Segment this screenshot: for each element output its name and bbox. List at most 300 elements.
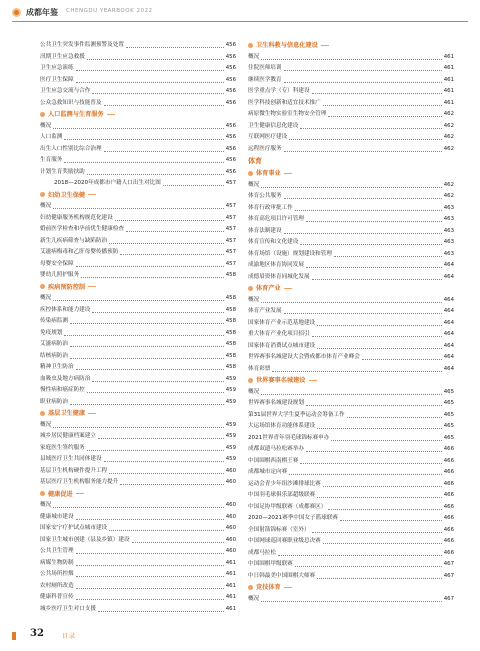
entry-page-number: 461 bbox=[443, 88, 454, 94]
toc-entry[interactable] bbox=[248, 306, 454, 318]
entry-title: 中国网球巡回赛职业级总决赛 bbox=[248, 538, 321, 544]
toc-entry[interactable] bbox=[248, 410, 454, 422]
toc-entry[interactable] bbox=[40, 443, 236, 455]
toc-entry[interactable] bbox=[248, 352, 454, 364]
toc-entry[interactable] bbox=[248, 467, 454, 479]
entry-title: 计划生育奖励扶助 bbox=[40, 168, 85, 175]
entry-page-number: 461 bbox=[225, 559, 236, 566]
toc-entry[interactable] bbox=[40, 259, 236, 271]
toc-entry[interactable] bbox=[248, 329, 454, 341]
toc-section-heading bbox=[248, 283, 454, 295]
toc-entry[interactable] bbox=[40, 40, 236, 52]
entry-title: 慢性病和癌症防控 bbox=[40, 387, 85, 393]
toc-entry[interactable] bbox=[248, 121, 454, 133]
entry-title: 体育场馆（设施）规划建设和管理 bbox=[248, 250, 332, 257]
toc-entry[interactable] bbox=[248, 456, 454, 468]
toc-entry[interactable] bbox=[40, 213, 236, 225]
toc-entry[interactable] bbox=[40, 397, 236, 409]
entry-title: 生育服务 bbox=[40, 157, 63, 163]
entry-page-number: 459 bbox=[225, 433, 236, 439]
entry-page-number: 461 bbox=[225, 605, 236, 612]
dot-leader bbox=[64, 328, 223, 336]
toc-entry[interactable] bbox=[40, 247, 236, 259]
dot-leader bbox=[76, 581, 224, 589]
toc-entry[interactable] bbox=[40, 454, 236, 466]
dot-leader bbox=[261, 295, 442, 303]
section-title: 基层卫生健康 bbox=[48, 410, 86, 417]
toc-entry[interactable] bbox=[248, 226, 454, 238]
toc-section-heading bbox=[40, 190, 236, 202]
dot-leader bbox=[53, 500, 224, 508]
toc-entry[interactable] bbox=[40, 52, 236, 64]
dot-leader bbox=[104, 144, 224, 152]
toc-entry[interactable] bbox=[40, 167, 236, 179]
entry-page-number: 461 bbox=[225, 582, 236, 589]
dot-leader bbox=[76, 592, 224, 600]
dot-leader bbox=[306, 214, 442, 222]
entry-title: 病媒生物防制 bbox=[40, 559, 74, 566]
entry-page-number: 456 bbox=[225, 65, 236, 71]
entry-title: 体育公共服务 bbox=[248, 193, 282, 199]
toc-entry[interactable] bbox=[40, 604, 236, 616]
toc-entry[interactable] bbox=[40, 328, 236, 340]
dot-leader bbox=[328, 109, 441, 117]
entry-page-number: 456 bbox=[225, 145, 236, 152]
entry-page-number: 461 bbox=[225, 571, 236, 577]
toc-entry[interactable] bbox=[40, 351, 236, 363]
entry-title: 概况 bbox=[40, 203, 52, 209]
entry-title: 体育彩票 bbox=[248, 365, 271, 372]
toc-entry[interactable] bbox=[40, 374, 236, 386]
entry-title: 国家卫生城市创建（县及乡镇）建设 bbox=[40, 536, 130, 543]
entry-page-number: 467 bbox=[443, 572, 454, 579]
entry-page-number: 462 bbox=[443, 111, 454, 117]
entry-title: 第31届世界大学生夏季运动会筹备工作 bbox=[248, 411, 345, 418]
entry-page-number: 459 bbox=[225, 444, 236, 451]
toc-entry[interactable] bbox=[40, 201, 236, 213]
dot-leader bbox=[53, 121, 224, 129]
entry-title: 职业病防治 bbox=[40, 398, 68, 405]
toc-entry[interactable] bbox=[248, 318, 454, 330]
entry-title: 家庭医生签约服务 bbox=[40, 444, 85, 451]
toc-entry[interactable] bbox=[248, 214, 454, 226]
entry-page-number: 462 bbox=[443, 193, 454, 199]
entry-page-number: 459 bbox=[225, 456, 236, 462]
entry-title: 国家体育消费试点城市建设 bbox=[248, 342, 316, 349]
entry-page-number: 459 bbox=[225, 375, 236, 382]
dot-leader bbox=[323, 536, 442, 544]
section-dash bbox=[107, 114, 115, 115]
entry-title: 体育法制建设 bbox=[248, 227, 282, 234]
toc-entry[interactable] bbox=[248, 444, 454, 456]
dot-leader bbox=[92, 86, 223, 94]
entry-title: 世界赛事名城建设大会暨成都市体育产业峰会 bbox=[248, 354, 360, 360]
section-dash bbox=[76, 493, 84, 494]
entry-page-number: 459 bbox=[225, 398, 236, 405]
dot-leader bbox=[81, 270, 224, 278]
entry-title: 体育高危项目许可管理 bbox=[248, 216, 304, 222]
toc-entry[interactable] bbox=[248, 98, 454, 110]
entry-title: 人口监测 bbox=[40, 134, 63, 140]
entry-page-number: 466 bbox=[443, 446, 454, 452]
entry-page-number: 460 bbox=[225, 479, 236, 485]
toc-entry[interactable] bbox=[248, 295, 454, 307]
entry-page-number: 464 bbox=[443, 262, 454, 268]
entry-title: 中国围棋西南棋王赛 bbox=[248, 457, 299, 464]
toc-entry[interactable] bbox=[248, 398, 454, 410]
dot-leader bbox=[98, 604, 224, 612]
entry-title: 新生儿疾病筛查与缺陷防治 bbox=[40, 237, 108, 244]
toc-section-heading bbox=[40, 408, 236, 420]
entry-title: 血吸虫及地方病防治 bbox=[40, 375, 91, 382]
entry-title: 卫生应急交流与合作 bbox=[40, 88, 91, 94]
entry-page-number: 460 bbox=[225, 536, 236, 543]
toc-entry[interactable] bbox=[248, 594, 454, 606]
page-number: 32 bbox=[30, 628, 44, 639]
toc-entry[interactable] bbox=[40, 305, 236, 317]
toc-entry[interactable] bbox=[40, 546, 236, 558]
toc-entry[interactable] bbox=[248, 536, 454, 548]
toc-section-heading bbox=[248, 582, 454, 594]
entry-title: 远程医疗服务 bbox=[248, 145, 282, 152]
section-bullet-icon bbox=[40, 411, 45, 416]
dot-leader bbox=[53, 420, 224, 428]
toc-entry[interactable] bbox=[248, 144, 454, 156]
section-bullet-icon bbox=[248, 286, 253, 291]
toc-entry[interactable] bbox=[40, 121, 236, 133]
entry-title: 中国羽毛球俱乐部超级联赛 bbox=[248, 492, 316, 498]
toc-entry[interactable] bbox=[40, 477, 236, 489]
entry-title: 成都双遗马拉松赛举办 bbox=[248, 446, 304, 452]
toc-entry[interactable] bbox=[40, 535, 236, 547]
entry-page-number: 458 bbox=[225, 329, 236, 336]
dot-leader bbox=[70, 397, 224, 405]
entry-page-number: 457 bbox=[225, 180, 236, 186]
entry-title: 婚前医学检查和孕前优生健康检查 bbox=[40, 226, 124, 232]
entry-title: 医疗卫生保障 bbox=[40, 76, 74, 83]
toc-entry[interactable] bbox=[40, 236, 236, 248]
toc-entry[interactable] bbox=[40, 581, 236, 593]
dot-leader bbox=[278, 548, 442, 556]
section-title: 体育产业 bbox=[256, 285, 281, 292]
toc-entry[interactable] bbox=[40, 293, 236, 305]
entry-title: 疾控体系和能力建设 bbox=[40, 306, 91, 313]
entry-title: 重大体育产业化项目招引 bbox=[248, 331, 310, 337]
entry-page-number: 462 bbox=[443, 122, 454, 129]
entry-page-number: 465 bbox=[443, 411, 454, 418]
toc-entry[interactable] bbox=[248, 132, 454, 144]
dot-leader bbox=[289, 132, 442, 140]
entry-page-number: 460 bbox=[225, 513, 236, 520]
entry-title: 成都马拉松 bbox=[248, 549, 276, 556]
dot-leader bbox=[312, 86, 442, 94]
entry-title: 概况 bbox=[248, 53, 260, 60]
entry-title: 婴幼儿照护服务 bbox=[40, 272, 80, 278]
section-dash bbox=[88, 194, 96, 195]
entry-page-number: 464 bbox=[443, 319, 454, 326]
toc-entry[interactable] bbox=[40, 98, 236, 110]
section-dash bbox=[88, 286, 96, 287]
entry-page-number: 456 bbox=[225, 122, 236, 129]
entry-title: 国家体育产业示范基地建设 bbox=[248, 319, 316, 326]
entry-page-number: 464 bbox=[443, 296, 454, 303]
toc-entry[interactable] bbox=[40, 224, 236, 236]
toc-entry[interactable] bbox=[40, 270, 236, 282]
dot-leader bbox=[64, 155, 223, 163]
toc-entry[interactable] bbox=[248, 525, 454, 537]
logo-icon bbox=[12, 8, 21, 17]
entry-title: 城乡居民健康档案建立 bbox=[40, 433, 96, 439]
toc-entry[interactable] bbox=[40, 592, 236, 604]
dot-leader bbox=[340, 513, 442, 521]
toc-entry[interactable] bbox=[40, 178, 236, 190]
entry-title: 卫生应急演练 bbox=[40, 65, 74, 71]
dot-leader bbox=[126, 224, 224, 232]
toc-entry[interactable] bbox=[248, 272, 454, 284]
dot-leader bbox=[163, 178, 224, 186]
toc-entry[interactable] bbox=[40, 466, 236, 478]
dot-leader bbox=[87, 443, 224, 451]
toc-section-heading bbox=[40, 489, 236, 501]
entry-page-number: 459 bbox=[225, 387, 236, 393]
toc-entry[interactable] bbox=[248, 260, 454, 272]
section-bullet-icon bbox=[248, 171, 253, 176]
toc-entry[interactable] bbox=[248, 63, 454, 75]
entry-page-number: 465 bbox=[443, 400, 454, 406]
entry-page-number: 457 bbox=[225, 237, 236, 244]
entry-page-number: 458 bbox=[225, 272, 236, 278]
entry-title: 公众急救知识与技能普及 bbox=[40, 99, 102, 106]
dot-leader bbox=[312, 525, 442, 533]
header-divider bbox=[12, 21, 468, 22]
entry-page-number: 456 bbox=[225, 157, 236, 163]
entry-page-number: 458 bbox=[225, 318, 236, 324]
entry-title: 中国围棋甲级联赛 bbox=[248, 561, 293, 567]
entry-page-number: 462 bbox=[443, 181, 454, 188]
toc-entry[interactable] bbox=[248, 341, 454, 353]
toc-entry[interactable] bbox=[40, 569, 236, 581]
dot-leader bbox=[306, 444, 442, 452]
dot-leader bbox=[300, 237, 441, 245]
entry-page-number: 464 bbox=[443, 308, 454, 314]
toc-entry[interactable] bbox=[40, 155, 236, 167]
toc-entry[interactable] bbox=[248, 249, 454, 261]
section-dash bbox=[309, 380, 317, 381]
entry-title: 公共卫生突发事件监测预警及处置 bbox=[40, 42, 124, 48]
dot-leader bbox=[104, 98, 224, 106]
dot-leader bbox=[331, 433, 441, 441]
entry-page-number: 458 bbox=[225, 341, 236, 347]
entry-title: 体育行政审批工作 bbox=[248, 204, 293, 211]
section-dash bbox=[284, 288, 292, 289]
entry-page-number: 467 bbox=[443, 561, 454, 567]
toc-entry[interactable] bbox=[40, 63, 236, 75]
entry-page-number: 463 bbox=[443, 216, 454, 222]
entry-title: 基层卫生机构硬件提升工程 bbox=[40, 467, 108, 474]
toc-entry[interactable] bbox=[248, 52, 454, 64]
entry-page-number: 457 bbox=[225, 203, 236, 209]
dot-leader bbox=[284, 306, 442, 314]
toc-entry[interactable] bbox=[40, 144, 236, 156]
dot-leader bbox=[306, 398, 442, 406]
dot-leader bbox=[76, 259, 224, 267]
entry-page-number: 466 bbox=[443, 526, 454, 533]
entry-title: 汛期卫生应急救援 bbox=[40, 53, 85, 60]
entry-title: 母婴安全保障 bbox=[40, 260, 74, 267]
entry-page-number: 456 bbox=[225, 134, 236, 140]
entry-page-number: 457 bbox=[225, 249, 236, 255]
entry-title: 2020—2021赛季中国女子篮球联赛 bbox=[248, 515, 339, 521]
section-bullet-icon bbox=[40, 491, 45, 496]
entry-title: 公共场所控烟 bbox=[40, 571, 74, 577]
toc-entry[interactable] bbox=[40, 523, 236, 535]
entry-page-number: 463 bbox=[443, 204, 454, 211]
toc-section-heading bbox=[40, 109, 236, 121]
toc-entry[interactable] bbox=[40, 339, 236, 351]
entry-page-number: 456 bbox=[225, 76, 236, 83]
entry-page-number: 456 bbox=[225, 53, 236, 60]
entry-page-number: 457 bbox=[225, 226, 236, 232]
entry-title: 健康科普宣传 bbox=[40, 594, 74, 600]
toc-left-column bbox=[40, 40, 236, 615]
toc-entry[interactable] bbox=[248, 548, 454, 560]
toc-entry[interactable] bbox=[40, 316, 236, 328]
toc-entry[interactable] bbox=[40, 420, 236, 432]
dot-leader bbox=[295, 203, 442, 211]
dot-leader bbox=[76, 362, 224, 370]
section-dash bbox=[284, 587, 292, 588]
toc-entry[interactable] bbox=[40, 385, 236, 397]
toc-entry[interactable] bbox=[248, 421, 454, 433]
entry-page-number: 464 bbox=[443, 331, 454, 337]
section-bullet-icon bbox=[40, 192, 45, 197]
entry-title: 运动会青少年组沙滩排球比赛 bbox=[248, 480, 321, 487]
entry-page-number: 460 bbox=[225, 502, 236, 508]
toc-entry[interactable] bbox=[40, 500, 236, 512]
toc-entry[interactable] bbox=[248, 479, 454, 491]
entry-page-number: 465 bbox=[443, 434, 454, 441]
toc-entry[interactable] bbox=[40, 362, 236, 374]
section-bullet-icon bbox=[40, 284, 45, 289]
entry-title: 成都城市定向赛 bbox=[248, 469, 288, 475]
entry-page-number: 457 bbox=[225, 214, 236, 221]
dot-leader bbox=[120, 247, 223, 255]
dot-leader bbox=[104, 454, 224, 462]
dot-leader bbox=[87, 52, 224, 60]
dot-leader bbox=[70, 351, 224, 359]
entry-title: 免疫规划 bbox=[40, 329, 63, 336]
dot-leader bbox=[317, 318, 442, 326]
dot-leader bbox=[261, 52, 442, 60]
toc-entry[interactable] bbox=[248, 490, 454, 502]
entry-title: 全国射箭锦标赛（室外） bbox=[248, 526, 310, 533]
dot-leader bbox=[109, 236, 224, 244]
entry-page-number: 456 bbox=[225, 42, 236, 48]
toc-entry[interactable] bbox=[248, 237, 454, 249]
entry-title: 传染病监测 bbox=[40, 318, 68, 324]
entry-title: 概况 bbox=[248, 296, 260, 303]
toc-entry[interactable] bbox=[248, 191, 454, 203]
toc-entry[interactable] bbox=[40, 132, 236, 144]
entry-title: 住院医师培训 bbox=[248, 65, 282, 71]
dot-leader bbox=[284, 75, 442, 83]
entry-title: 公共卫生管理 bbox=[40, 548, 74, 554]
toc-entry[interactable] bbox=[248, 502, 454, 514]
entry-page-number: 466 bbox=[443, 515, 454, 521]
toc-entry[interactable] bbox=[40, 512, 236, 524]
toc-entry[interactable] bbox=[248, 387, 454, 399]
toc-entry[interactable] bbox=[248, 513, 454, 525]
toc-entry[interactable] bbox=[248, 433, 454, 445]
entry-title: 2018—2020年成都市户籍人口出生对比图 bbox=[54, 180, 161, 186]
entry-title: 大运场馆体育功能体系建设 bbox=[248, 423, 316, 429]
entry-page-number: 460 bbox=[225, 525, 236, 531]
toc-entry[interactable] bbox=[40, 431, 236, 443]
toc-entry[interactable] bbox=[40, 558, 236, 570]
dot-leader bbox=[115, 213, 224, 221]
dot-leader bbox=[362, 352, 442, 360]
dot-leader bbox=[334, 249, 442, 257]
toc-entry[interactable] bbox=[248, 109, 454, 121]
toc-entry[interactable] bbox=[248, 86, 454, 98]
entry-page-number: 461 bbox=[443, 99, 454, 106]
entry-title: 成渝地区体育协同发展 bbox=[248, 262, 304, 268]
dot-leader bbox=[284, 226, 442, 234]
toc-section-heading bbox=[40, 282, 236, 294]
entry-page-number: 458 bbox=[225, 306, 236, 313]
entry-title: 中日韩最美中国围棋大师赛 bbox=[248, 572, 316, 579]
entry-title: 精神卫生防治 bbox=[40, 364, 74, 370]
dot-leader bbox=[272, 364, 441, 372]
dot-leader bbox=[53, 201, 224, 209]
entry-title: 2021世界青年羽毛球锦标赛申办 bbox=[248, 434, 330, 441]
entry-page-number: 462 bbox=[443, 134, 454, 140]
toc-entry[interactable] bbox=[248, 203, 454, 215]
dot-leader bbox=[306, 260, 442, 268]
dot-leader bbox=[300, 121, 441, 129]
entry-title: 概况 bbox=[248, 595, 260, 602]
toc-entry[interactable] bbox=[248, 559, 454, 571]
dot-leader bbox=[261, 387, 442, 395]
toc-entry[interactable] bbox=[248, 180, 454, 192]
entry-title: 继续医学教育 bbox=[248, 76, 282, 83]
dot-leader bbox=[328, 502, 441, 510]
dot-leader bbox=[261, 180, 442, 188]
dot-leader bbox=[126, 40, 224, 48]
entry-title: 概况 bbox=[248, 181, 260, 188]
toc-section-heading bbox=[248, 40, 454, 52]
entry-title: 概况 bbox=[40, 122, 52, 129]
entry-page-number: 457 bbox=[225, 260, 236, 267]
section-title: 竞技体育 bbox=[256, 584, 281, 591]
toc-entry[interactable] bbox=[248, 571, 454, 583]
page-footer bbox=[0, 626, 480, 646]
toc-entry[interactable] bbox=[40, 86, 236, 98]
toc-entry[interactable] bbox=[40, 75, 236, 87]
entry-title: 基层医疗卫生机构服务能力提升 bbox=[40, 479, 119, 485]
toc-entry[interactable] bbox=[248, 75, 454, 87]
section-dash bbox=[88, 413, 96, 414]
entry-page-number: 462 bbox=[443, 145, 454, 152]
entry-title: 中国足协甲级联赛（成都赛区） bbox=[248, 503, 327, 510]
dot-leader bbox=[312, 272, 442, 280]
dot-leader bbox=[53, 293, 224, 301]
toc-entry[interactable] bbox=[248, 364, 454, 376]
dot-leader bbox=[76, 512, 224, 520]
dot-leader bbox=[87, 385, 224, 393]
dot-leader bbox=[109, 523, 224, 531]
entry-title: 病原微生物实验室生物安全管理 bbox=[248, 111, 327, 117]
